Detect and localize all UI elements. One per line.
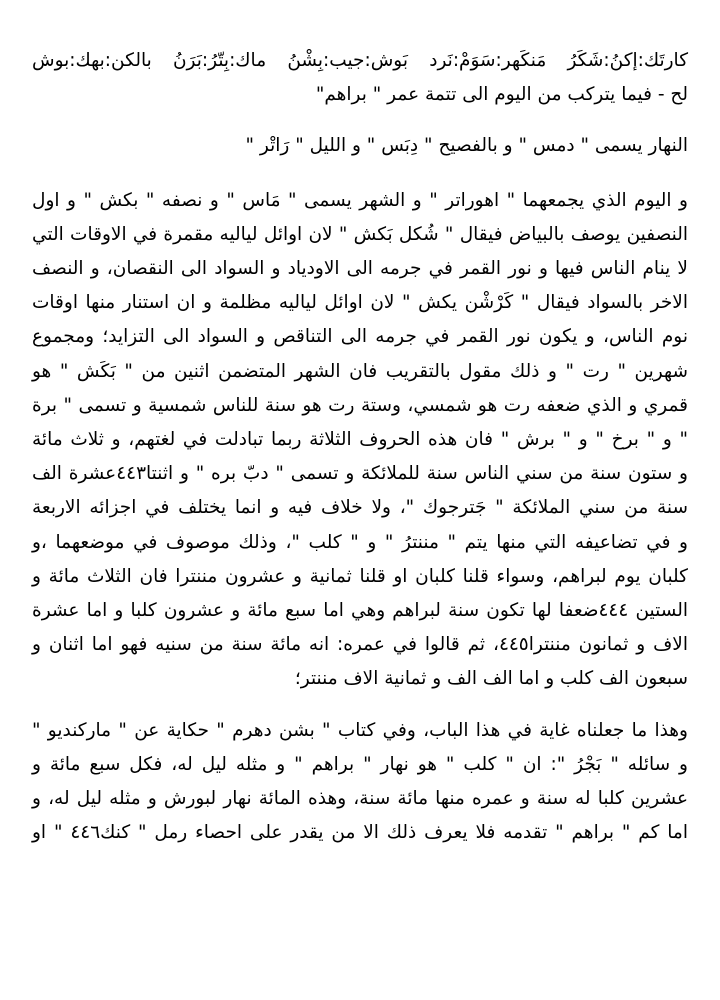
section-heading: لح - فيما يتركب من اليوم الى تتمة عمر " براهم" xyxy=(315,84,688,106)
text-line: الاخر بالسواد فيقال " كَرْشْن يكش " لان اوائل لياليه مظلمة و ان استنار منها اوقات xyxy=(32,292,688,314)
text-line: شهرين " رت " و ذلك مقول بالتقريب فان الشهر المتضمن اثنين من " بَكَش " هو xyxy=(32,360,688,382)
text-line: و ستون سنة من سني الناس سنة للملائكة و تسمى " دبّ بره " و اثنتا٤٤٣عشرة الف xyxy=(32,463,688,485)
text-line: الستين ٤٤٤ضعفا لها تكون سنة لبراهم وهي اما سبع مائة و عشرون كلبا و اما عشرة xyxy=(32,600,688,622)
text-line: سبعون الف كلب و اما الف الف و ثمانية الاف مننتر؛ xyxy=(294,668,688,690)
text-line: " و " برخ " و " برش " فان هذه الحروف الثلاثة ربما تبادلت في لغتهم، و ثلاث مائة xyxy=(32,429,688,451)
text-line: النصفين يوصف بالبياض فيقال " شُكل بَكش " لان اوائل لياليه مقمرة في الاوقات التي xyxy=(32,223,688,245)
paragraph-gap xyxy=(32,164,688,184)
text-line: سنة من سني الملائكة " جَترجوك "، ولا خلاف فيه و انما يختلف في اجزائه الاربعة xyxy=(32,497,688,519)
text-line: و سائله " بَجْرُ ": ان " كلب " هو نهار " براهم " و مثله ليل له، فكل سبع مائة و xyxy=(32,753,688,775)
text-line: و في تضاعيفه التي منها يتم " مننترُ " و " كلب "، وذلك موصوف في موضعهما ،و xyxy=(32,531,688,553)
text-line: عشرين كلبا له سنة و عمره منها مائة سنة، وهذه المائة نهار لبورش و مثله ليل له، و xyxy=(32,788,688,810)
paragraph-gap xyxy=(32,697,688,714)
text-line: النهار يسمى " دمس " و بالفصيح " دِبَس " و الليل " رَاتْر " xyxy=(245,135,688,157)
text-line: قمري و الذي ضعفه رت هو شمسي، وستة رت هو سنة للناس شمسية و تسمى " برة xyxy=(32,394,688,416)
text-line: وهذا ما جعلناه غاية في هذا الباب، وفي كتاب " بشن دهرم " حكاية عن " ماركنديو " xyxy=(32,719,688,741)
text-line: اما كم " براهم " تقدمه فلا يعرف ذلك الا من يقدر على احصاء رمل " كنك٤٤٦ " او xyxy=(32,822,688,844)
text-line: كلبان يوم لبراهم، وسواء قلنا كلبان او قلنا ثمانية و عشرون مننترا فان الثلاث مائة و xyxy=(32,565,688,587)
text-line: الاف و ثمانون مننترا٤٤٥، ثم قالوا في عمره: انه مائة سنة من سنيه فهو اما اثنان و xyxy=(32,634,688,656)
paragraph-gap xyxy=(32,112,688,129)
text-line: و اليوم الذي يجمعهما " اهوراتر " و الشهر يسمى " مَاس " و نصفه " بكش " و اول xyxy=(32,189,688,211)
text-line: نوم الناس، و يكون نور القمر في جرمه الى التناقص و السواد الى التزايد؛ ومجموع xyxy=(32,326,688,348)
text-line: كارتَك:إكنُ:شَكَرُ مَنكَهر:سَوَمْ:نَرد بَوش:جيب:بِشْنُ ماك:بِتّرُ:بَرَنُ بالكن:بهك:بوش xyxy=(32,50,688,71)
text-line: لا ينام الناس فيها و نور القمر في جرمه الى الاودياد و السواد الى النقصان، و النصف xyxy=(32,258,688,280)
